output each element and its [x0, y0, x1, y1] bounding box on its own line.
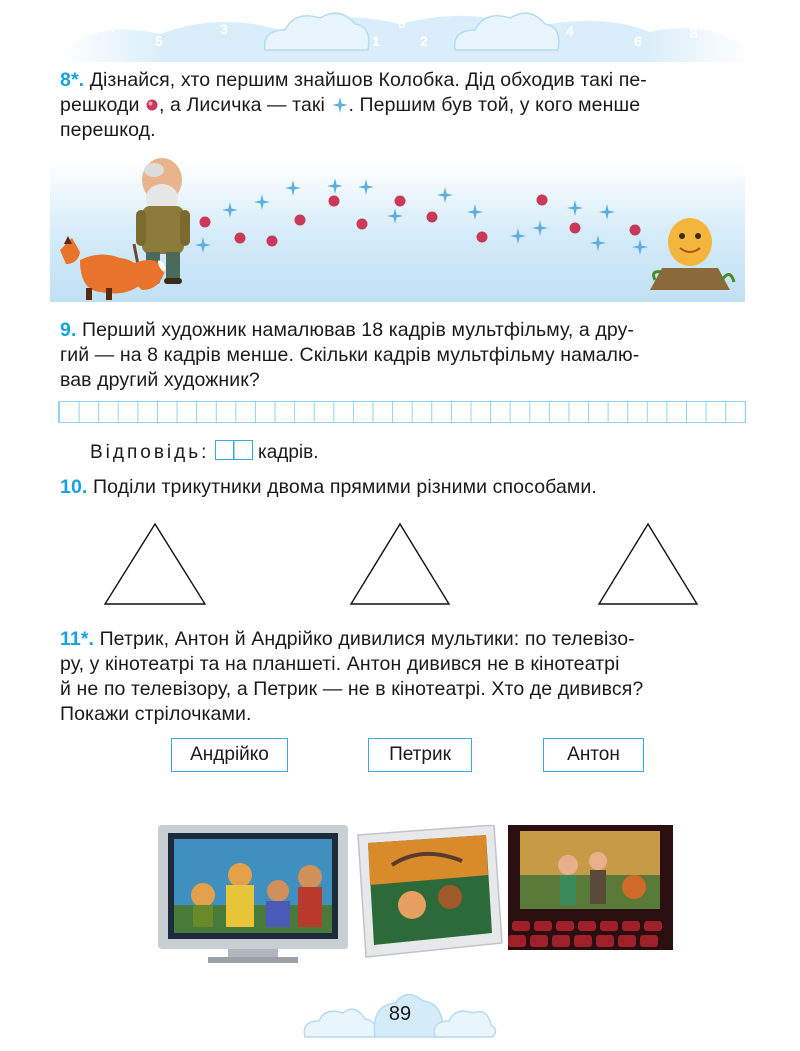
header-digit: 8 [690, 25, 698, 41]
header-cloud-band [0, 0, 800, 62]
task-9-text [60, 318, 750, 393]
task-11-text [60, 627, 750, 727]
task-8-line1: Дізнайся, хто першим знайшов Колобка. Дід обходив такі пе- [89, 69, 647, 91]
obstacle-dot-icon [395, 196, 406, 207]
obstacle-dot-icon [477, 232, 488, 243]
task-9-line3: вав другий художник? [60, 369, 260, 391]
triangles-area [100, 522, 700, 607]
task-8-line2c: . Першим був той, у кого менше [348, 94, 641, 116]
task-8-line3: перешкод. [60, 119, 156, 141]
triangle-2[interactable] [351, 524, 449, 604]
tv-picture[interactable] [158, 825, 348, 965]
task-8-line2b: , а Лисичка — такі [159, 94, 325, 116]
answer-input-box[interactable] [215, 440, 253, 460]
obstacle-dot-icon [145, 98, 159, 112]
header-digit: 2 [420, 33, 428, 49]
star-obstacle-icon [331, 96, 349, 114]
obstacle-dot-icon [570, 223, 581, 234]
triangle-3[interactable] [599, 524, 697, 604]
task-11-line4: Покажи стрілочками. [60, 703, 252, 725]
obstacle-dot-icon [329, 196, 340, 207]
obstacle-dot-icon [357, 219, 368, 230]
header-digit: 7 [110, 19, 118, 35]
task-9-number: 9. [60, 319, 77, 341]
cinema-picture[interactable] [508, 825, 673, 950]
solution-grid-row[interactable] [58, 401, 746, 423]
obstacle-dot-icon [200, 217, 211, 228]
header-digit: 4 [566, 23, 574, 39]
header-digit: 6 [634, 33, 642, 49]
name-box-petryk[interactable]: Петрик [368, 738, 472, 772]
obstacle-dot-icon [295, 215, 306, 226]
obstacle-dot-icon [235, 233, 246, 244]
obstacle-dot-icon [630, 225, 641, 236]
answer-label: Відповідь: [90, 442, 210, 463]
task-11-line2: ру, у кінотеатрі та на планшеті. Антон дивився не в кінотеатрі [60, 653, 620, 675]
task-10-line: Поділи трикутники двома прямими різними способами. [92, 476, 597, 498]
task-8-number: 8*. [60, 69, 85, 91]
name-box-anton[interactable]: Антон [543, 738, 644, 772]
header-digit: 1 [372, 33, 380, 49]
obstacle-dot-icon [427, 212, 438, 223]
obstacle-dot-icon [267, 236, 278, 247]
answer-unit: кадрів. [257, 442, 319, 463]
page-number: 89 [388, 1003, 412, 1025]
answer-line [90, 440, 319, 464]
header-digit: 3 [220, 21, 228, 37]
task-11-line3: й не по телевізору, а Петрик — не в кінотеатрі. Хто де дивився? [60, 678, 644, 700]
task-8-illustration [50, 140, 745, 302]
header-digit: 0 [398, 15, 406, 31]
header-digit: 5 [155, 33, 163, 49]
triangle-1[interactable] [105, 524, 205, 604]
tablet-picture[interactable] [352, 825, 504, 960]
obstacle-dot-icon [537, 195, 548, 206]
task-9-line2: гий — на 8 кадрів менше. Скільки кадрів мультфільму намалю- [60, 344, 640, 366]
task-10-number: 10. [60, 476, 88, 498]
name-box-andriiko[interactable]: Андрійко [171, 738, 288, 772]
task-9-line1: Перший художник намалював 18 кадрів мультфільму, а дру- [82, 319, 635, 341]
task-8-text [60, 68, 750, 143]
task-11-number: 11*. [60, 628, 95, 650]
task-8-line2a: решкоди [60, 94, 140, 116]
task-11-line1: Петрик, Антон й Андрійко дивилися мультики: по телевізо- [99, 628, 635, 650]
task-10-text [60, 475, 750, 500]
